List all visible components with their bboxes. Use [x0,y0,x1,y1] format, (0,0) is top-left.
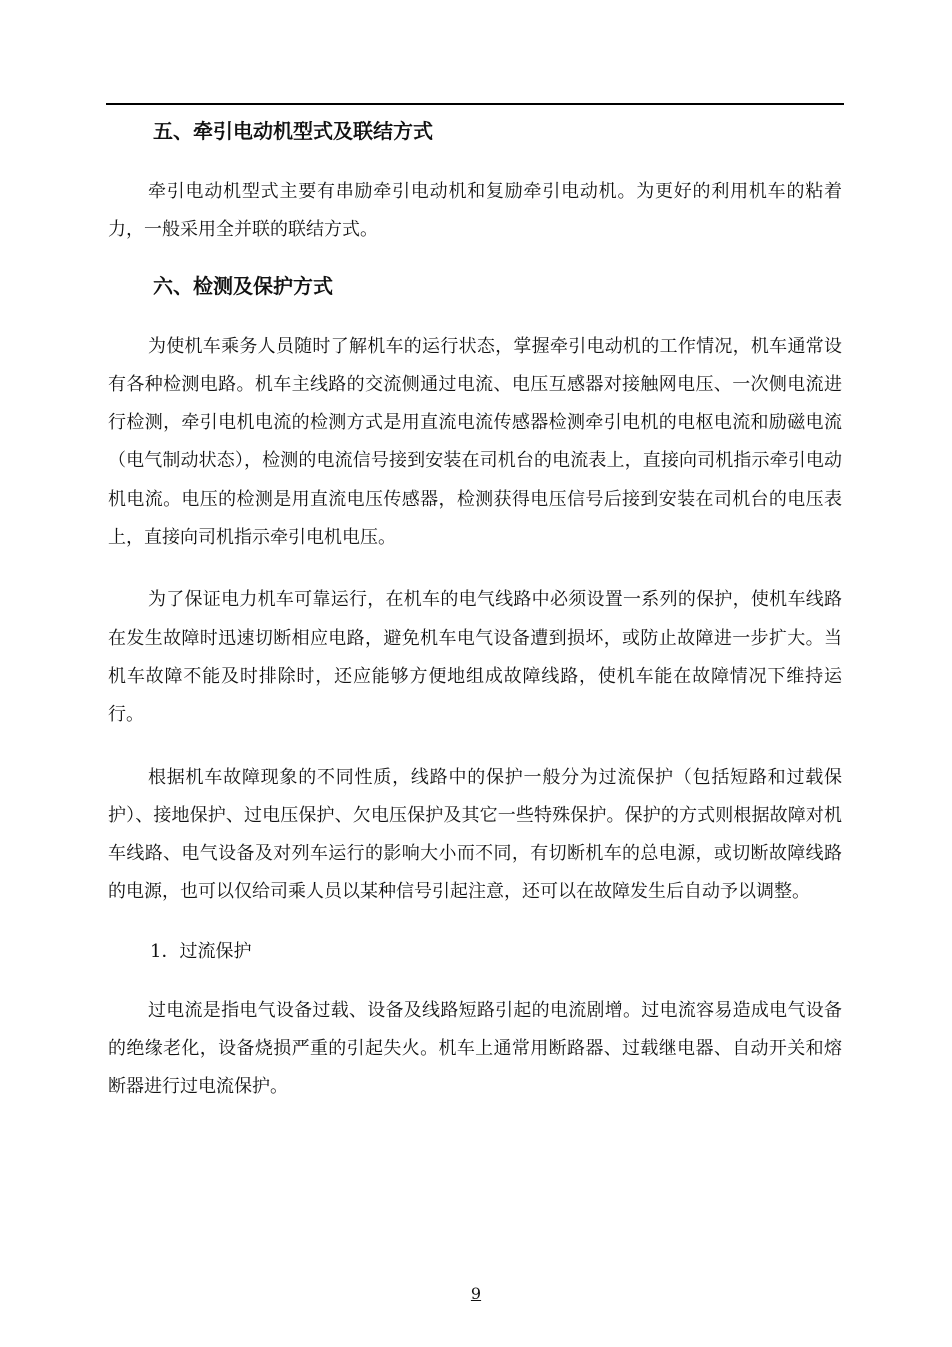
paragraph: 为使机车乘务人员随时了解机车的运行状态，掌握牵引电动机的工作情况，机车通常设有各种检测电路。机车主线路的交流侧通过电流、电压互感器对接触网电压、一次侧电流进行检测，牵引电机电流的检测方式是用直流电流传感器检测牵引电机的电枢电流和励磁电流（电气制动状态），检测的电流信号接到安装在司机台的电流表上，直接向司机指示牵引电动机电流。电压的检测是用直流电压传感器，检测获得电压信号后接到安装在司机台的电压表上，直接向司机指示牵引电机电压。 [108,335,842,549]
section-heading-detection-protection: 六、检测及保护方式 [153,273,333,298]
page-content [108,112,842,1107]
subsection-heading-overcurrent: 1．过流保护 [150,940,252,962]
paragraph: 根据机车故障现象的不同性质，线路中的保护一般分为过流保护（包括短路和过载保护）、接地保护、过电压保护、欠电压保护及其它一些特殊保护。保护的方式则根据故障对机车线路、电气设备及对列车运行的影响大小而不同，有切断机车的总电源，或切断故障线路的电源，也可以仅给司乘人员以某种信号引起注意，还可以在故障发生后自动予以调整。 [108,766,842,903]
header-rule [106,103,844,105]
page-number: 9 [470,1284,482,1303]
section-heading-traction-motor: 五、牵引电动机型式及联结方式 [153,119,433,143]
paragraph: 为了保证电力机车可靠运行，在机车的电气线路中必须设置一系列的保护，使机车线路在发生故障时迅速切断相应电路，避免机车电气设备遭到损坏，或防止故障进一步扩大。当机车故障不能及时排除时，还应能够方便地组成故障线路，使机车能在故障情况下维持运行。 [108,589,842,726]
paragraph: 过电流是指电气设备过载、设备及线路短路引起的电流剧增。过电流容易造成电气设备的绝缘老化，设备烧损严重的引起失火。机车上通常用断路器、过载继电器、自动开关和熔断器进行过电流保护。 [108,999,842,1098]
paragraph: 牵引电动机型式主要有串励牵引电动机和复励牵引电动机。为更好的利用机车的粘着力，一般采用全并联的联结方式。 [108,181,842,241]
